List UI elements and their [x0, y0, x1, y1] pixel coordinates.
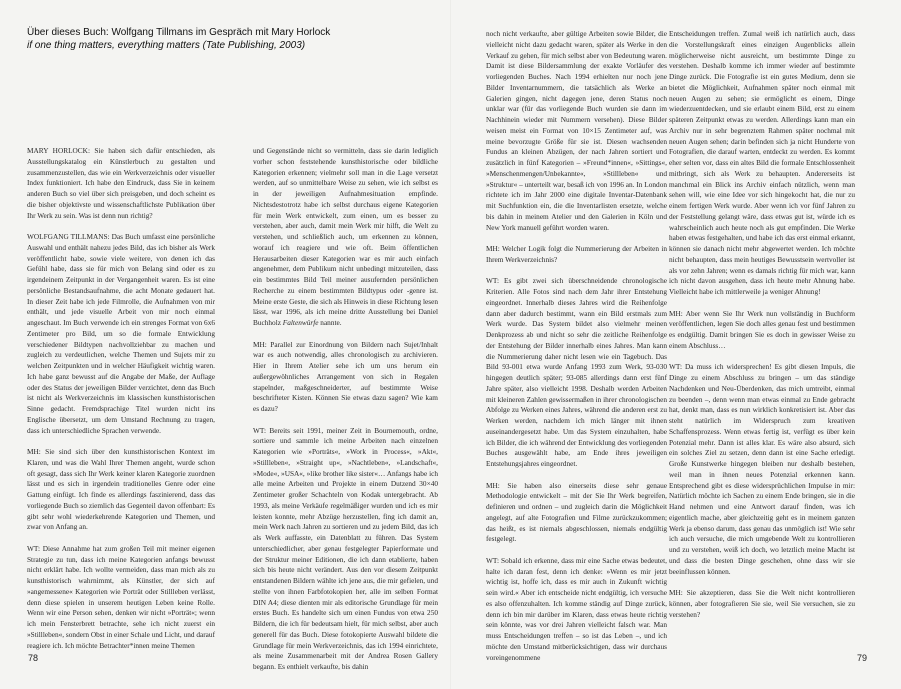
- text-column-1: [27, 146, 215, 651]
- paragraph: MARY HORLOCK: Sie haben sich dafür entschieden, als Ausstellungskatalog ein Künstlerbuch zu gestalten und zusammenzustellen, das wie ein Werkverzeichnis oder visueller Index funktioniert. Ich habe den Eindruck, dass Sie in keinem anderen Buch so viel über sich preisgeben, und doch scheint es die bisher objektivste und wissenschaftlichste Publikation über Ihr Werk zu sein. Was ist denn nun richtig?: [27, 146, 215, 220]
- exhibition-title: Faltenwürfe: [282, 318, 319, 327]
- paragraph: WT: Da muss ich widersprechen! Es gibt diesen Impuls, die Dinge zu einem Abschluss zu bringen – um das ständige Nachdenken und Neu-Überdenken, das mich umtreibt, einmal zu beenden –, denn wenn man etwas einmal zu Ende gebracht hat, denkt man, dass es nun wirklich konkretisiert ist. Aber das steht natürlich im Widerspruch zum kreativen Schaffensprozess. Wenn etwas fertig ist, verfügt es über kein Potenzial mehr. Dann ist alles klar. Es wäre also absurd, sich ein solches Ziel zu setzen, denn dann ist eine Sache erledigt. Große Kunstwerke hingegen bleiben nur deshalb bestehen, weil man in ihnen neues Potenzial erkennen kann. Entsprechend gibt es diese widersprüchlichen Impulse in mir: Natürlich möchte ich Sachen zu einem Ende bringen, sie in die Hand nehmen und eine Antwort darauf finden, was ich eigentlich mache, aber gleichzeitig geht es in meinem ganzen Werk ja ebenso darum, dass genau das unmöglich ist! Wie sehr ich auch versuche, die mich umgebende Welt zu kontrollieren und zu verstehen, weiß ich doch, wo letztlich meine Macht ist und dass die besten Dinge geschehen, ohne dass wir sie beeinflussen können.: [669, 362, 855, 576]
- paragraph: WT: Sobald ich erkenne, dass mir eine Sache etwas bedeutet, halte ich daran fest, denn ich denke: »Wenn es mir jetzt wichtig ist, hoffe ich, dass es mir auch in Zukunft wichtig sein wird.« Aber ich entscheide nicht endgültig, ich versuche es also offenzuhalten. Ich komme ständig auf Dinge zurück, denn ich bin mir darüber im Klaren, dass etwas heute richtig sein könnte, was vor drei Jahren vielleicht falsch war. Man muss Entscheidungen treffen – so ist das Leben –, und ich möchte den Umstand mitberücksichtigen, dass wir durchaus voreingenommene: [486, 555, 667, 662]
- page-number-left: 78: [28, 653, 39, 663]
- paragraph: MH: Sie haben also einerseits diese sehr genaue Methodologie entwickelt – mit der Sie Ihr Werk begreifen, definieren und ordnen – und zugleich darin die Möglichkeit angelegt, auf alte Fotografien und Filme zurückzukommen; das heißt, es ist niemals abgeschlossen, niemals endgültig festgelegt.: [486, 480, 667, 544]
- page-number-right: 79: [857, 653, 868, 663]
- paragraph: WOLFGANG TILLMANS: Das Buch umfasst eine persönliche Auswahl und enthält nahezu jedes Bild, das ich bisher als Werk veröffentlicht habe, sowie viele weitere, von denen ich das Gefühl habe, dass sie für mich von Belang sind oder es zu irgendeinem Zeitpunkt in der Vergangenheit waren. Es ist eine persönliche Bestandsaufnahme, die acht Monate gedauert hat. In dieser Zeit habe ich jede Filmrolle, die Aufnahmen von mir enthält, und jede visuelle Arbeit von mir noch einmal angeschaut. Im Buch verwende ich ein strenges Format von 6x6 Zentimeter pro Bild, um so die formale Entwicklung verschiedener Bildtypen nachvollziehbar zu machen und zugleich zu verdeutlichen, welche Themen und Sujets mir zu welchen Zeitpunkten und in welcher Häufigkeit wichtig waren. Ich habe ganz bewusst auf die Angabe der Maße, der Auflage oder des Status der jeweiligen Bilder verzichtet, denn das Buch ist nicht als Werkverzeichnis im klassischen kunsthistorischen Sinne gedacht. Fremdsprachige Titel wurden nicht ins Englische übersetzt, um dem Umstand Rechnung zu tragen, dass ich unterschiedliche Sprachen verwende.: [27, 232, 215, 435]
- paragraph: und Gegenstände nicht so vermitteln, dass sie darin lediglich vorher schon feststehende kunsthistorische oder bildliche Kategorien erkennen; vielmehr soll man in die Lage versetzt werden, auf so unmittelbare Weise zu sehen, wie ich selbst es in der jeweiligen Aufnahmesituation empfinde. Nichtsdestotrotz habe ich selbst durchaus eigene Kategorien für mein Werk entwickelt, zum einen, um es besser zu verstehen, aber auch, damit mein Werk mir hilft, die Welt zu verstehen, und schließlich auch, um erkennen zu können, worauf ich reagiere und wie oft. Beim öffentlichen Herausarbeiten dieser Kategorien war es mir auch einfach angenehmer, dem Publikum nicht unbedingt mitzuteilen, dass ein bestimmtes Bild Teil meiner ausufernden persönlichen Recherche zu einem bestimmten Bildtypus oder -genre ist. Meine erste Geste, die sich als Hinweis in diese Richtung lesen lässt, war 1996, als ich meine dritte Ausstellung bei Daniel Buchholz Faltenwürfe nannte.: [253, 146, 438, 327]
- paragraph: WT: Bereits seit 1991, meiner Zeit in Bournemouth, ordne, sortiere und sammle ich meine Arbeiten nach einzelnen Kategorien wie »Porträts«, »Work in Process«, »Akt«, »Stillleben«, »Straight up«, »Nachtleben«, »Landschaft«, »Mode«, »USA«, »like brother like sister«… Anfangs habe ich alle meine Arbeiten und Projekte in einem Dutzend 30×40 Zentimeter großer Schachteln von Kodak untergebracht. Ab 1993, als meine Verkäufe regelmäßiger wurden und ich es mir leisten konnte, mehr Abzüge herzustellen, fing ich damit an, mein Werk nach Jahren zu sortieren und zu jedem Bild, das ich als Werk auffasste, ein Datenblatt zu führen. Das System unterschiedlicher, aber genau festgelegter Papierformate und der Struktur meiner Editionen, die ich dann etablierte, haben sich bis heute nicht verändert. Aus den vor diesem Zeitpunkt entstandenen Bildern wählte ich jene aus, die mir gefielen, und stellte von ihnen Farbfotokopien her, alle im selben Format DIN A4; diese dienten mir als editorische Grundlage für mein erstes Buch. Es handelte sich um einen Fundus von etwa 250 Bildern, die ich für bedeutsam hielt, für mich selbst, aber auch generell für das Buch. Diese fotokopierte Auswahl bildete die Grundlage für mein Werkverzeichnis, das ich 1994 einrichtete, als meine Zusammenarbeit mit der Andrea Rosen Gallery begann. Es enthielt verkaufte, bis dahin: [253, 425, 438, 671]
- article-subtitle: if one thing matters, everything matters (Tate Publishing, 2003): [27, 40, 306, 51]
- paragraph: MH: Parallel zur Einordnung von Bildern nach Sujet/Inhalt war es auch notwendig, alles chronologisch zu archivieren. Hier in Ihrem Atelier sehe ich um uns herum ein außergewöhnliches Arrangement von sich in Regalen stapelnder, maßgeschneiderter, auf bestimmte Weise beschrifteter Kisten. Können Sie etwas dazu sagen? Wie kam es dazu?: [253, 339, 438, 413]
- article-header: [27, 26, 457, 52]
- text-column-2: [253, 146, 438, 673]
- paragraph: MH: Aber wenn Sie Ihr Werk nun vollständig in Buchform veröffentlichen, legen Sie doch alles genau fest und bestimmen es endgültig. Damit bringen Sie es doch in gewisser Weise zu einem Abschluss…: [669, 308, 855, 350]
- paragraph: noch nicht verkaufte, aber gültige Arbeiten sowie Bilder, die vielleicht nicht dazu gedacht waren, später als Werke in den Verkauf zu gehen, für mich selbst aber von Bedeutung waren. Damit ist diese Bildersammlung der exakte Vorläufer des vorliegenden Buches. Nach 1994 erhielten nur noch jene Bilder Inventarnummern, die tatsächlich als Werke an Galerien gingen, nicht dagegen jene, deren Status noch unklar war (für das vorliegende Buch wurden sie dann im Nachhinein wieder mit Nummern versehen). Diese Bilder weisen meist ein Format von 10×15 Zentimeter auf, was meine bevorzugte Größe für sie ist. Diesen wachsenden Fundus an kleinen Abzügen, der nach Jahren sortiert und zusätzlich in fünf Kategorien – »Freund*innen«, »Sittings«, »Menschenmengen/Unbekannte«, »Stillleben« und »Struktur« – unterteilt war, besaß ich von 1996 an. In London richtete ich im Jahr 2000 eine digitale Inventar-Datenbank mit Suchfunktion ein, die die Inventarlisten ersetzte, welche bis dahin in meinem Atelier und den Galerien in Köln und New York manuell geführt worden waren.: [486, 29, 667, 232]
- paragraph: WT: Es gibt zwei sich überschneidende chronologische Kriterien. Alle Fotos sind nach dem Jahr ihrer Entstehung eingeordnet. Innerhalb dieses Jahres wird die Reihenfolge dann aber dadurch bestimmt, wann ein Bild erstmals zum Werk wurde. Das System bildet also vielmehr meinen Denkprozess ab und nicht so sehr die zeitliche Reihenfolge der Entstehung der Bilder innerhalb eines Jahres. Man kann die Nummerierung daher nicht lesen wie ein Tagebuch. Das Bild 93-001 etwa wurde Anfang 1993 zum Werk, 93-030 hingegen deutlich später; 93-085 allerdings dann erst fünf Jahre später, also vielleicht 1998. Deshalb werden Arbeiten mit kleineren Zahlen gewissermaßen in ihrer chronologischen Abfolge zu Werken eines Jahres, während die anderen erst zu Werken werden, nachdem ich mich länger mit ihnen auseinandergesetzt habe. Um das System einzuhalten, habe ich Bilder, die ich während der Entwicklung des vorliegenden Buches ausgewählt habe, am Ende ihres jeweiligen Entstehungsjahres eingeordnet.: [486, 276, 667, 468]
- text-column-3: [486, 29, 667, 663]
- paragraph: MH: Sie akzeptieren, dass Sie die Welt nicht kontrollieren können, aber fotografieren Sie sie, weil Sie versuchen, sie zu verstehen?: [669, 588, 855, 619]
- paragraph: MH: Sie sind sich über den kunsthistorischen Kontext im Klaren, und was die Wahl Ihrer Themen angeht, wurde schon oft gesagt, dass sich Ihr Werk keiner klaren Kategorie zuordnen lässt und es sich in irgendein traditionelles Genre oder eine Gattung einfügt. Ich finde es allerdings faszinierend, dass das vorliegende Buch so ziemlich das Gegenteil davon offenbart: Es gibt sehr wohl wiederkehrende Kategorien und Themen, und zwar von Anfang an.: [27, 447, 215, 532]
- text-column-4: [669, 29, 855, 620]
- paragraph: Entscheidungen treffen. Zumal weiß ich natürlich auch, dass die Vorstellungskraft eines einzigen Augenblicks allein möglicherweise nicht ausreicht, um bestimmte Dinge zu verstehen. Deshalb komme ich immer wieder auf bestimmte Dinge zurück. Die Fotografie ist ein gutes Medium, denn sie bietet die Möglichkeit, Aufnahmen später noch einmal mit neuen Augen zu sehen; sie ermöglicht es einem, Dinge wiederzuentdecken, und sie erlaubt einem Bild, erst zu einem späteren Zeitpunkt etwas zu werden. Allerdings kann man ein Archiv nur in sehr begrenztem Rahmen später nochmal mit neuen Augen sehen; darin befinden sich ja nicht Hunderte von Fotografien, die darauf warten, entdeckt zu werden. Es kommt eher selten vor, dass ein altes Bild die formale Entschlossenheit mitbringt, sich als Werk zu behaupten. Andererseits ist manchmal ein Blick ins Archiv einfach nützlich, wenn man sehen will, wie eine Idee vor sich hingekocht hat, die nur zu einem fertigen Werk wurde. Aber wenn ich vor fünf Jahren zu der Feststellung gelangt wäre, dass etwas gut ist, würde ich es wahrscheinlich auch heute noch als gut empfinden. Die Werke haben etwas festgehalten, und habe ich das erst einmal erkannt, können sie danach nicht mehr abgewertet werden. Ich möchte nicht behaupten, dass mein heutiges Bewusstsein wertvoller ist als vor zehn Jahren; wenn es damals richtig für mich war, kann ich nicht davon ausgehen, dass ich heute mehr Ahnung habe. Vielleicht habe ich mittlerweile ja weniger Ahnung!: [669, 29, 855, 296]
- article-title: Über dieses Buch: Wolfgang Tillmans im Gespräch mit Mary Horlock: [27, 27, 331, 38]
- page-gutter: [450, 0, 451, 689]
- paragraph: MH: Welcher Logik folgt die Nummerierung der Arbeiten in Ihrem Werkverzeichnis?: [486, 244, 667, 264]
- paragraph: WT: Diese Annahme hat zum großen Teil mit meiner eigenen Strategie zu tun, dass ich meine Kategorien anfangs bewusst nicht erklärt habe. Ich wollte vermeiden, dass man mich als zu kunsthistorisch wahrnimmt, als Künstler, der sich auf »angemessene« Kategorien wie Porträt oder Stillleben verlässt, denn diese spielen in unserem heutigen Leben keine Rolle. Wenn wir eine Person sehen, denken wir nicht »Porträt«; wenn ich mein Fensterbrett betrachte, sehe ich nicht zuerst ein »Stillleben«, sondern Obst in einer Schale und Licht, und darauf reagiere ich. Ich möchte Betrachter*innen meine Themen: [27, 543, 215, 650]
